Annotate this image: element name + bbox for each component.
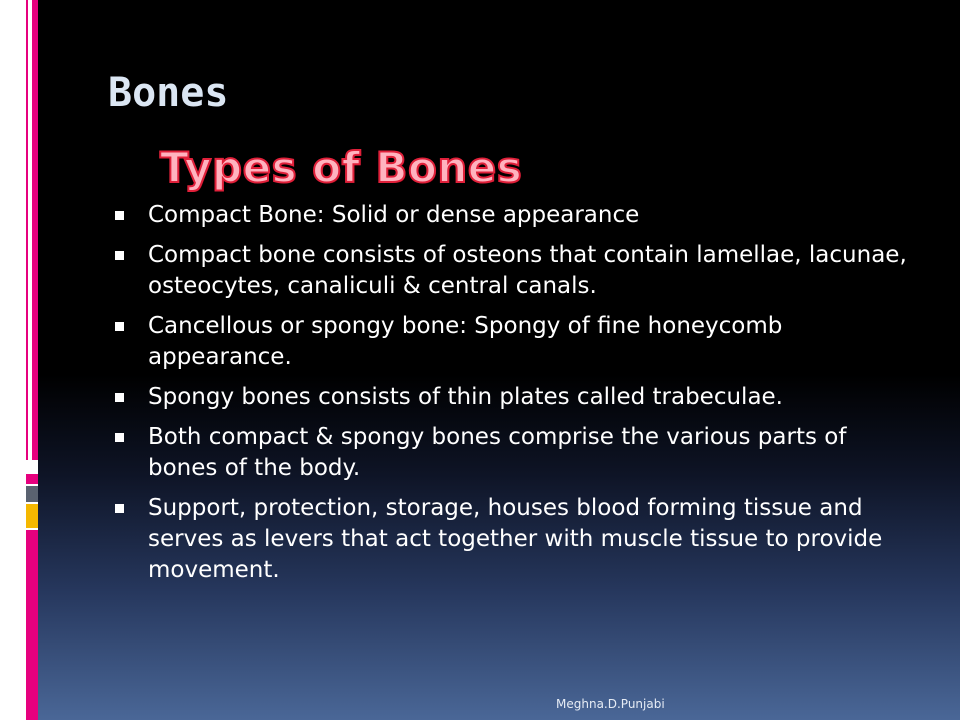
bullet-text: Compact bone consists of osteons that contain lamellae, lacunae, osteocytes, canaliculi & central canals. (148, 242, 907, 299)
bullet-list (110, 200, 910, 595)
bullet-item (110, 311, 910, 373)
accent-bar-pink-low (26, 530, 38, 720)
bullet-text: Cancellous or spongy bone: Spongy of fine honeycomb appearance. (148, 313, 783, 370)
slide-title: Bones (108, 70, 229, 116)
bullet-item (110, 422, 910, 484)
bullet-item (110, 200, 910, 231)
bullet-item (110, 240, 910, 302)
accent-bar-white-stripe (28, 0, 32, 460)
bullet-item (110, 493, 910, 586)
bullet-item (110, 382, 910, 413)
accent-bar-pink-mid (26, 474, 38, 484)
slide-footer-author: Meghna.D.Punjabi (556, 697, 665, 711)
square-bullet-icon (115, 251, 124, 260)
slide-subtitle: Types of Bones (160, 143, 523, 192)
accent-bar-yellow (26, 504, 38, 528)
accent-bar-gray (26, 486, 38, 502)
square-bullet-icon (115, 393, 124, 402)
bullet-text: Support, protection, storage, houses blood forming tissue and serves as levers that act together with muscle tissue to provide movement. (148, 495, 883, 583)
bullet-text: Compact Bone: Solid or dense appearance (148, 202, 640, 228)
square-bullet-icon (115, 322, 124, 331)
bullet-text: Both compact & spongy bones comprise the various parts of bones of the body. (148, 424, 847, 481)
square-bullet-icon (115, 504, 124, 513)
bullet-text: Spongy bones consists of thin plates called trabeculae. (148, 384, 783, 410)
square-bullet-icon (115, 211, 124, 220)
square-bullet-icon (115, 433, 124, 442)
